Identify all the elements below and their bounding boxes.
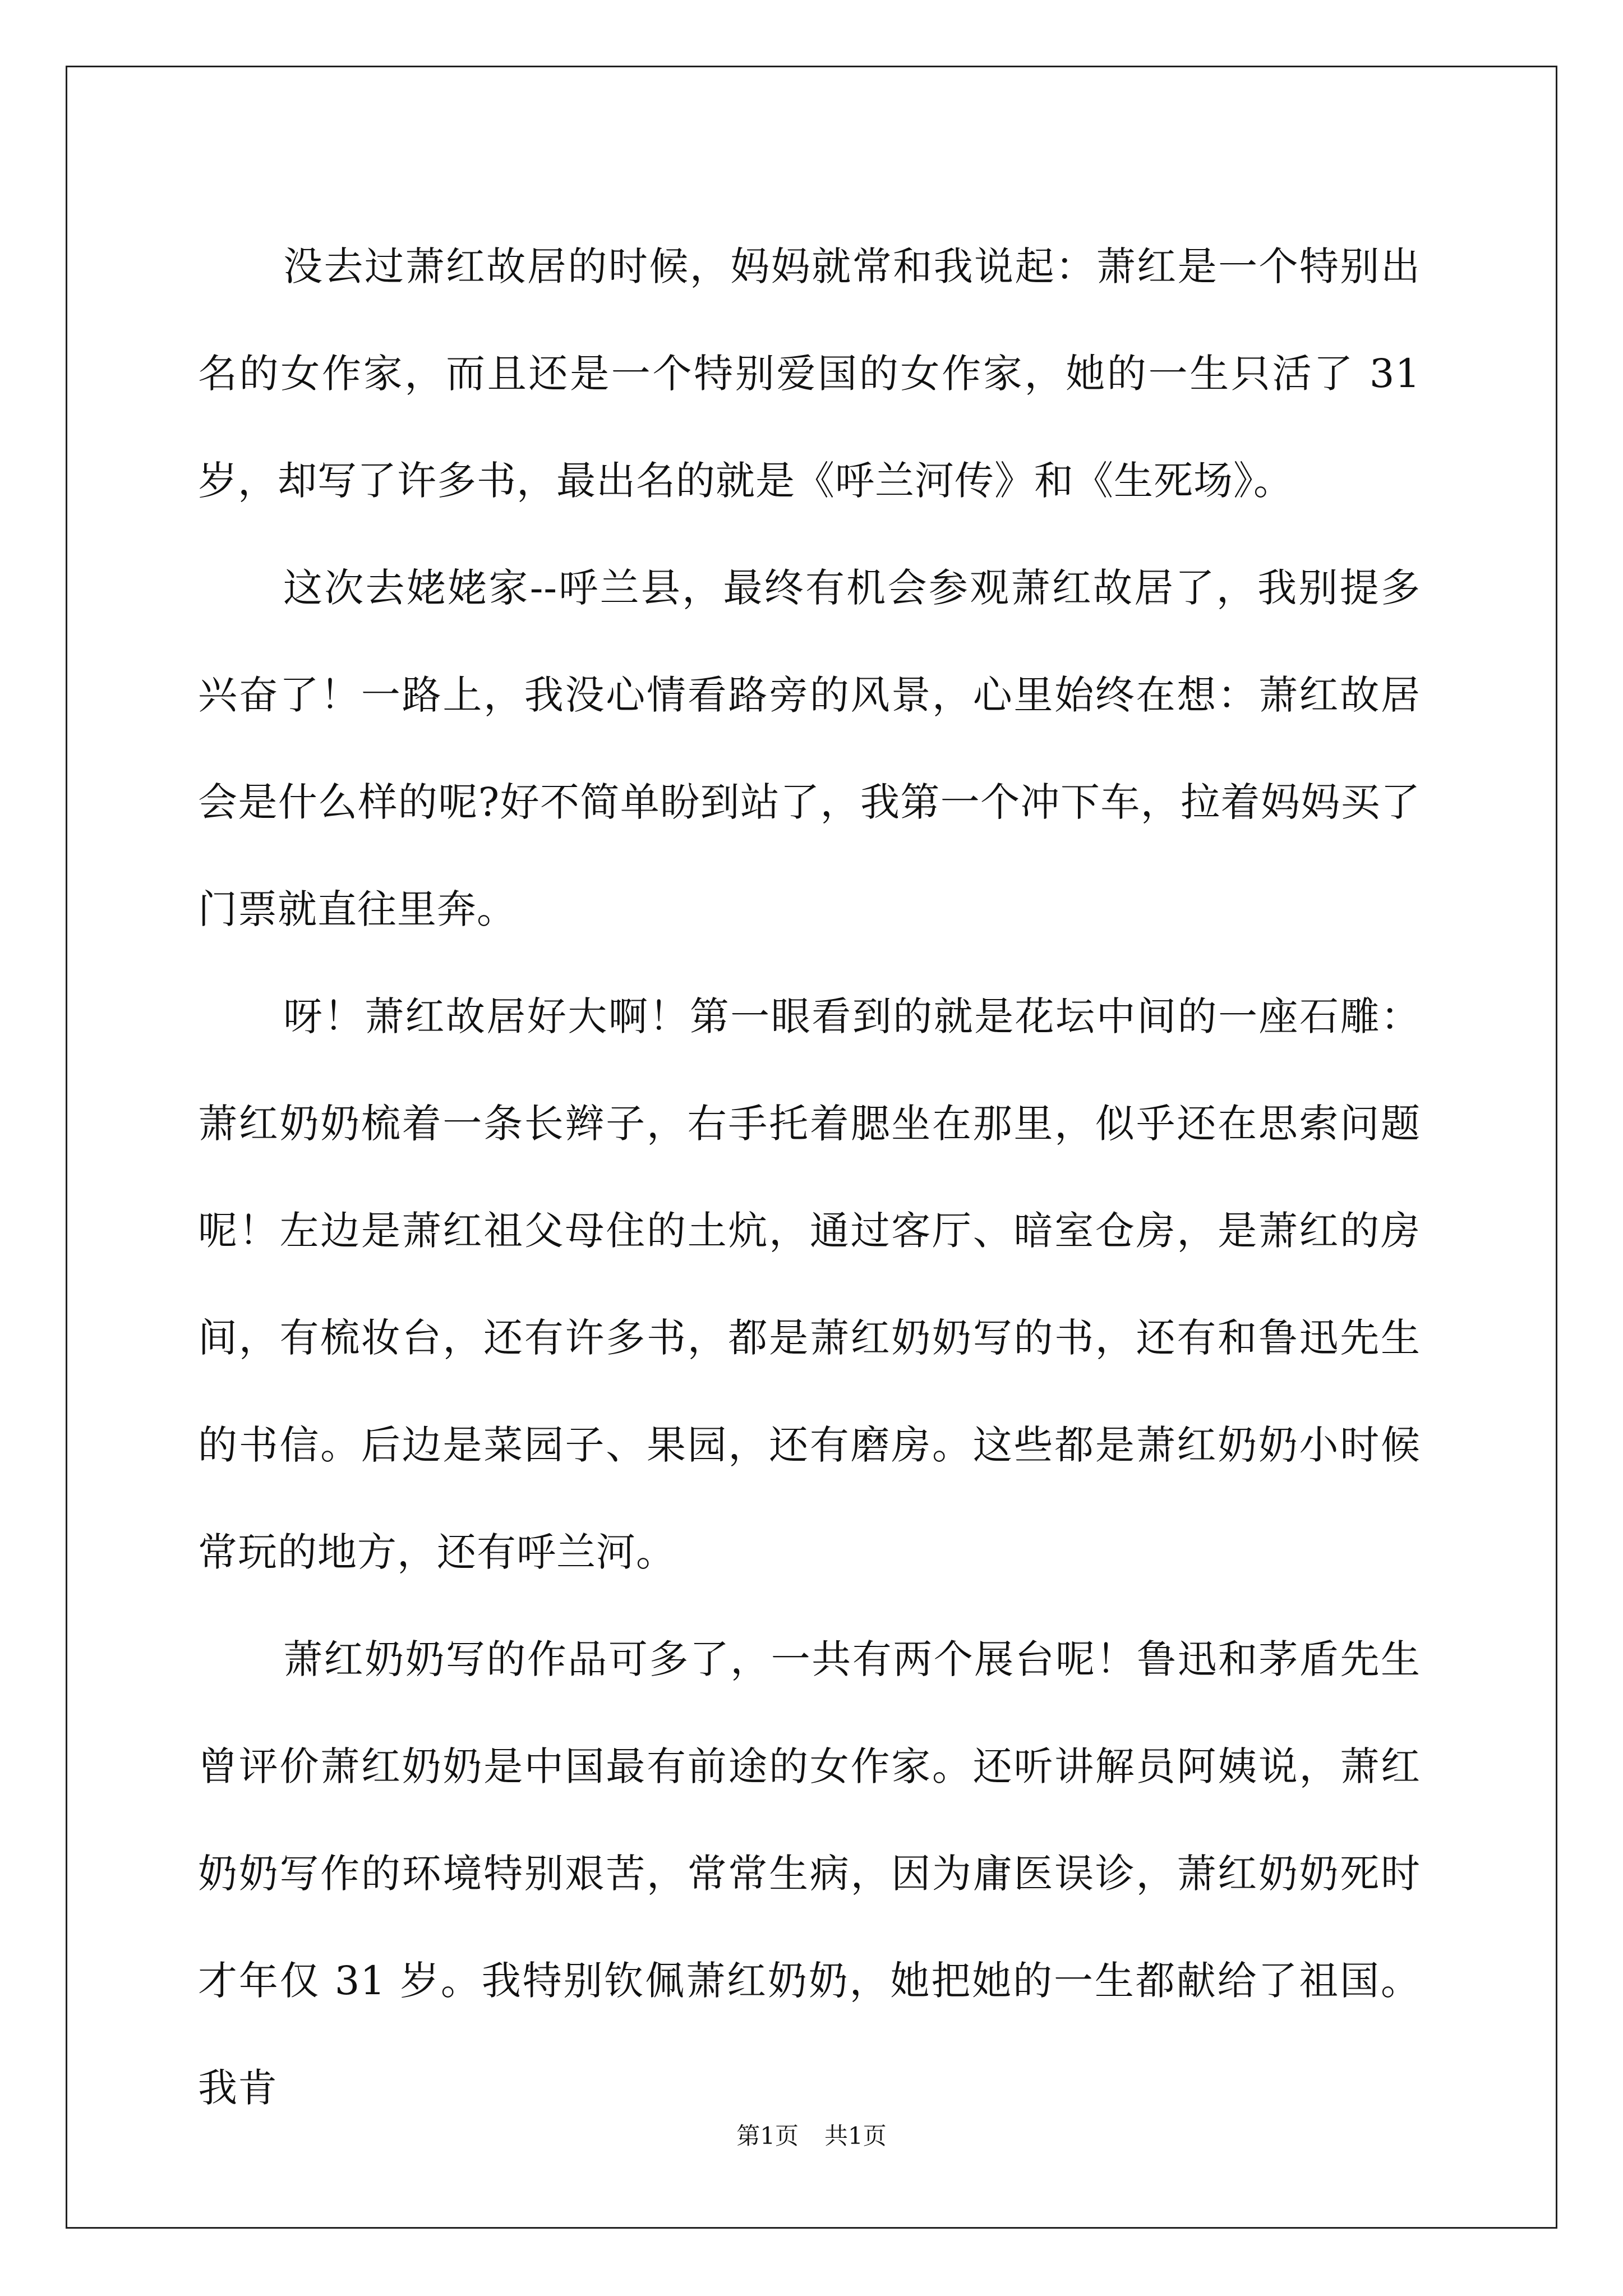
page-number-current: 第1页 (736, 2122, 799, 2150)
page-footer (0, 2119, 1623, 2153)
paragraph-1: 没去过萧红故居的时候，妈妈就常和我说起：萧红是一个特别出名的女作家，而且还是一个特别爱国的女作家，她的一生只活了 31 岁，却写了许多书，最出名的就是《呼兰河传》和《生死场》。 (198, 243, 1421, 504)
paragraph-4: 萧红奶奶写的作品可多了，一共有两个展台呢！鲁迅和茅盾先生曾评价萧红奶奶是中国最有前途的女作家。还听讲解员阿姨说，萧红奶奶写作的环境特别艰苦，常常生病，因为庸医误诊，萧红奶奶死时才年仅 31 岁。我特别钦佩萧红奶奶，她把她的一生都献给了祖国。我肯 (198, 1636, 1421, 2111)
page-number-total: 共1页 (824, 2122, 887, 2150)
paragraph-3: 呀！萧红故居好大啊！第一眼看到的就是花坛中间的一座石雕：萧红奶奶梳着一条长辫子，右手托着腮坐在那里，似乎还在思索问题呢！左边是萧红祖父母住的土炕，通过客厅、暗室仓房，是萧红的房间，有梳妆台，还有许多书，都是萧红奶奶写的书，还有和鲁迅先生的书信。后边是菜园子、果园，还有磨房。这些都是萧红奶奶小时候常玩的地方，还有呼兰河。 (198, 993, 1421, 1575)
paragraph-2: 这次去姥姥家--呼兰县，最终有机会参观萧红故居了，我别提多兴奋了！一路上，我没心情看路旁的风景，心里始终在想：萧红故居会是什么样的呢?好不简单盼到站了，我第一个冲下车，拉着妈妈买了门票就直往里奔。 (198, 565, 1421, 932)
document-body (198, 213, 1421, 2142)
